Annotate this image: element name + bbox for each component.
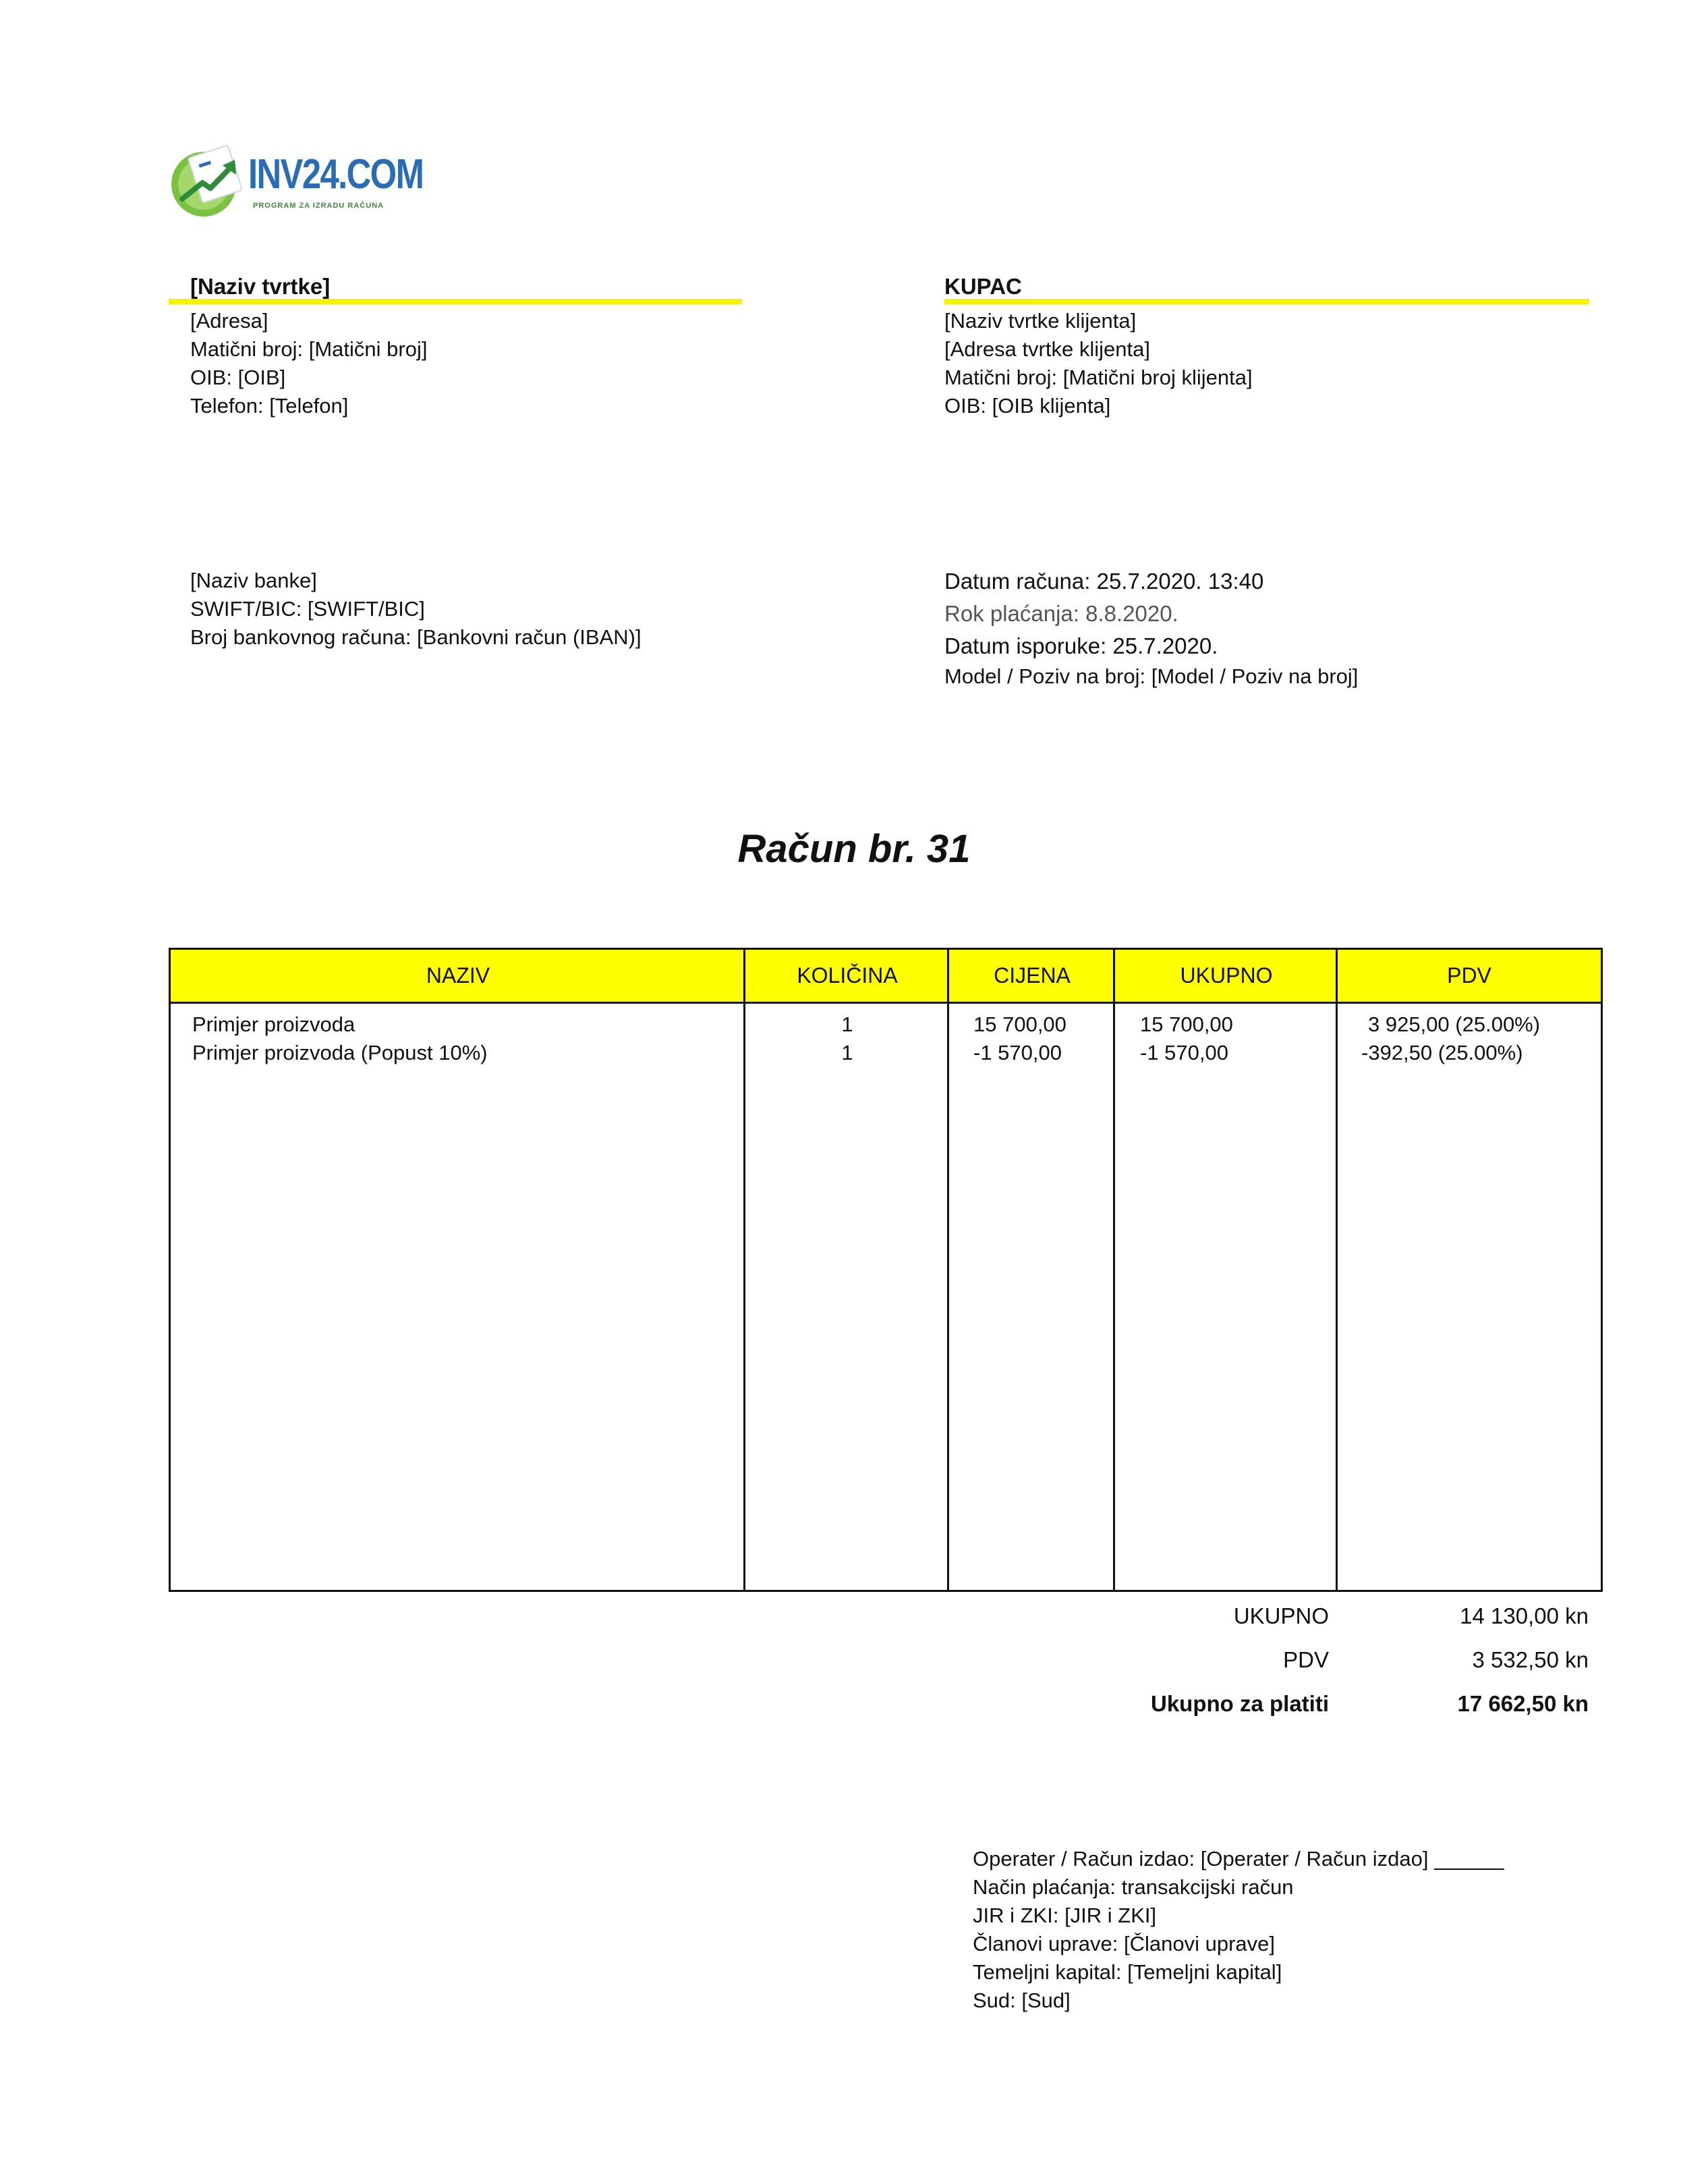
buyer-underline [944,299,1589,304]
row-1-quantity: 1 [841,1012,853,1036]
footer-payment-method: Način plaćanja: transakcijski račun [973,1875,1294,1899]
vat-total-label: PDV [1283,1647,1329,1672]
column-header-total: UKUPNO [1115,950,1338,1004]
subtotal-value: 14 130,00 kn [1460,1603,1589,1628]
company-logo [169,145,424,226]
invoice-footer [973,1845,1504,2015]
column-header-vat: PDV [1338,950,1601,1004]
bank-swift: SWIFT/BIC: [SWIFT/BIC] [190,597,425,621]
row-2-price: -1 570,00 [973,1041,1062,1064]
buyer-details [944,307,1253,420]
invoice-date: Datum računa: 25.7.2020. 13:40 [944,569,1264,594]
buyer-title: KUPAC [944,274,1022,299]
payment-due-date: Rok plaćanja: 8.8.2020. [944,601,1178,626]
row-1-name: Primjer proizvoda [192,1012,355,1036]
row-2-total: -1 570,00 [1140,1041,1228,1064]
bank-details [190,567,642,652]
row-2-vat: -392,50 (25.00%) [1361,1041,1523,1064]
items-table [169,948,1603,1592]
column-header-name: NAZIV [171,950,745,1004]
grand-total-value: 17 662,50 kn [1457,1691,1589,1716]
column-divider [1336,950,1338,1590]
column-header-quantity: KOLIČINA [745,950,949,1004]
buyer-registration-number: Matični broj: [Matični broj klijenta] [944,366,1253,389]
footer-court: Sud: [Sud] [973,1989,1071,2012]
row-1-total: 15 700,00 [1140,1012,1233,1036]
footer-jir-zki: JIR i ZKI: [JIR i ZKI] [973,1904,1157,1927]
invoice-title: Račun br. 31 [737,827,971,871]
footer-board-members: Članovi uprave: [Članovi uprave] [973,1932,1276,1955]
logo-tagline: PROGRAM ZA IZRADU RAČUNA [253,202,385,210]
row-2-name: Primjer proizvoda (Popust 10%) [192,1041,488,1064]
seller-details [190,307,427,420]
footer-operator: Operater / Račun izdao: [Operater / Račun izdao] ______ [973,1847,1504,1871]
seller-registration-number: Matični broj: [Matični broj] [190,337,428,361]
row-1-price: 15 700,00 [973,1012,1066,1036]
row-2-quantity: 1 [841,1041,853,1064]
seller-oib: OIB: [OIB] [190,366,286,389]
bank-account: Broj bankovnog računa: [Bankovni račun (IBAN)] [190,625,642,649]
delivery-date: Datum isporuke: 25.7.2020. [944,633,1218,658]
buyer-address: [Adresa tvrtke klijenta] [944,337,1150,361]
subtotal-label: UKUPNO [1233,1603,1329,1628]
grand-total-label: Ukupno za platiti [1151,1691,1329,1716]
logo-icon [169,145,246,219]
buyer-oib: OIB: [OIB klijenta] [944,394,1111,418]
invoice-info [944,565,1358,691]
row-1-vat: 3 925,00 (25.00%) [1368,1012,1541,1036]
seller-underline [169,299,742,304]
seller-address: [Adresa] [190,309,268,333]
seller-name: [Naziv tvrtke] [190,274,331,299]
buyer-company-name: [Naziv tvrtke klijenta] [944,309,1137,333]
payment-reference: Model / Poziv na broj: [Model / Poziv na broj] [944,664,1359,688]
logo-wordmark: INV24.COM [248,151,424,198]
column-divider [1113,950,1115,1590]
column-header-price: CIJENA [949,950,1115,1004]
vat-total-value: 3 532,50 kn [1472,1647,1589,1672]
footer-share-capital: Temeljni kapital: [Temeljni kapital] [973,1960,1282,1984]
seller-phone: Telefon: [Telefon] [190,394,349,418]
bank-name: [Naziv banke] [190,569,317,592]
